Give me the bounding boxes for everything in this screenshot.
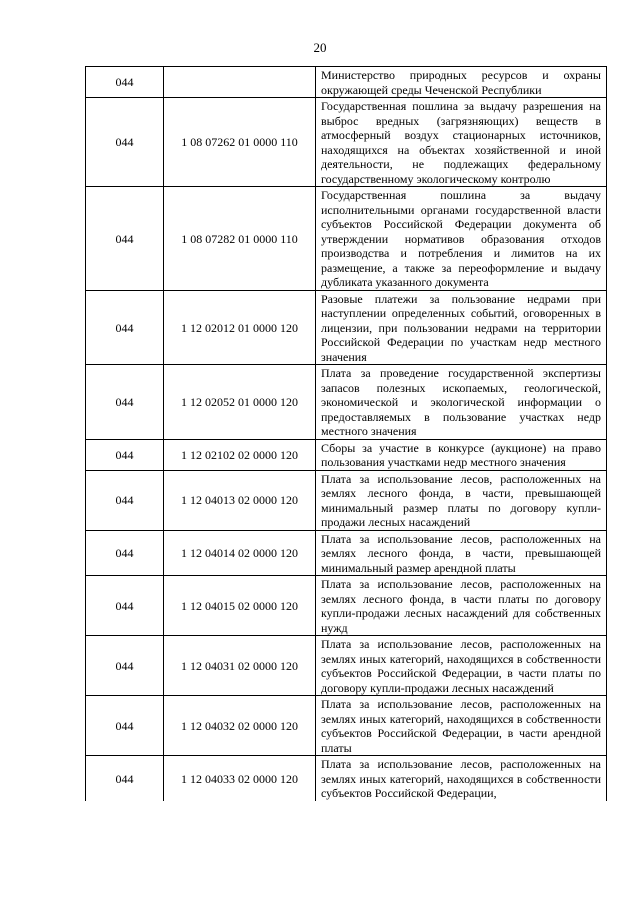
revenue-name-cell: Государственная пошлина за выдачу исполнительными органами государственной власти субъектов Российской Федерации документа об утверждении нормативов образования отходов производства и потребления и лимитов на их размещение, а также за переоформление и выдачу дубликата указанного документа [316, 187, 607, 291]
revenue-name-cell: Плата за проведение государственной экспертизы запасов полезных ископаемых, геологической, экономической и экологической информации о предоставляемых в пользование участках недр местного значения [316, 365, 607, 440]
revenue-name-cell: Министерство природных ресурсов и охраны окружающей среды Чеченской Республики [316, 67, 607, 98]
admin-code-cell: 044 [86, 187, 164, 291]
budget-code-cell: 1 12 02052 01 0000 120 [164, 365, 316, 440]
admin-code-cell: 044 [86, 439, 164, 470]
revenue-name-cell: Плата за использование лесов, расположенных на землях иных категорий, находящихся в собственности субъектов Российской Федерации, в части платы по договору купли-продажи лесных насаждений [316, 636, 607, 696]
table-row [86, 290, 607, 365]
revenue-name-cell: Плата за использование лесов, расположенных на землях лесного фонда, в части платы по договору купли-продажи лесных насаждений для собственных нужд [316, 576, 607, 636]
budget-code-cell: 1 12 04013 02 0000 120 [164, 470, 316, 530]
revenue-name-cell: Плата за использование лесов, расположенных на землях иных категорий, находящихся в собственности субъектов Российской Федерации, в части арендной платы [316, 696, 607, 756]
table-row [86, 530, 607, 576]
budget-code-cell: 1 12 04015 02 0000 120 [164, 576, 316, 636]
table-row [86, 636, 607, 696]
revenue-name-cell: Разовые платежи за пользование недрами при наступлении определенных событий, оговоренных в лицензии, при пользовании недрами на территории Российской Федерации по участкам недр местного значения [316, 290, 607, 365]
budget-code-cell: 1 08 07282 01 0000 110 [164, 187, 316, 291]
admin-code-cell: 044 [86, 98, 164, 187]
table-row [86, 365, 607, 440]
budget-code-cell: 1 12 04014 02 0000 120 [164, 530, 316, 576]
revenue-name-cell: Плата за использование лесов, расположенных на землях лесного фонда, в части, превышающей минимальный размер платы по договору купли-продажи лесных насаждений [316, 470, 607, 530]
table-row [86, 439, 607, 470]
revenue-name-cell: Плата за использование лесов, расположенных на землях лесного фонда, в части, превышающей минимальный размер арендной платы [316, 530, 607, 576]
admin-code-cell: 044 [86, 636, 164, 696]
table-row [86, 696, 607, 756]
table-row [86, 756, 607, 801]
revenue-name-cell: Сборы за участие в конкурсе (аукционе) на право пользования участками недр местного значения [316, 439, 607, 470]
budget-code-cell: 1 12 04032 02 0000 120 [164, 696, 316, 756]
admin-code-cell: 044 [86, 696, 164, 756]
table-row [86, 576, 607, 636]
revenue-codes-table [85, 66, 607, 801]
table-row [86, 98, 607, 187]
budget-code-cell: 1 08 07262 01 0000 110 [164, 98, 316, 187]
admin-code-cell: 044 [86, 67, 164, 98]
admin-code-cell: 044 [86, 470, 164, 530]
table-row [86, 67, 607, 98]
budget-code-cell: 1 12 04033 02 0000 120 [164, 756, 316, 801]
budget-code-cell: 1 12 02012 01 0000 120 [164, 290, 316, 365]
table-row [86, 187, 607, 291]
budget-code-cell: 1 12 02102 02 0000 120 [164, 439, 316, 470]
revenue-name-cell: Плата за использование лесов, расположенных на землях иных категорий, находящихся в собственности субъектов Российской Федерации, [316, 756, 607, 801]
revenue-name-cell: Государственная пошлина за выдачу разрешения на выброс вредных (загрязняющих) веществ в атмосферный воздух стационарных источников, находящихся на объектах хозяйственной и иной деятельности, не подлежащих федеральному государственному экологическому контролю [316, 98, 607, 187]
admin-code-cell: 044 [86, 576, 164, 636]
page-number: 20 [313, 40, 327, 55]
budget-code-cell: 1 12 04031 02 0000 120 [164, 636, 316, 696]
admin-code-cell: 044 [86, 365, 164, 440]
admin-code-cell: 044 [86, 290, 164, 365]
budget-code-cell [164, 67, 316, 98]
admin-code-cell: 044 [86, 756, 164, 801]
admin-code-cell: 044 [86, 530, 164, 576]
table-row [86, 470, 607, 530]
